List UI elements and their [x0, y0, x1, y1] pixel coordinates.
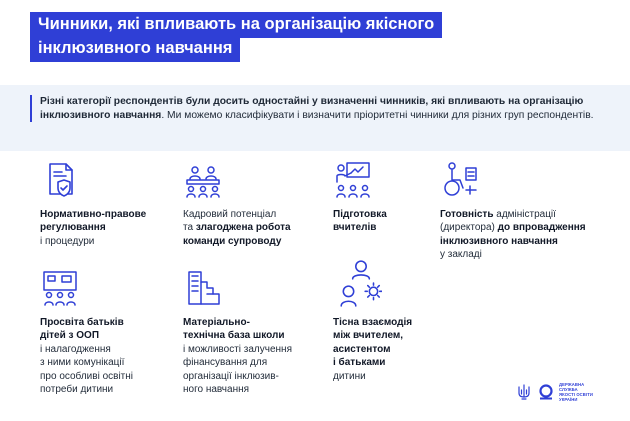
agency-name	[559, 382, 593, 402]
factor-4-line-6: у закладі	[440, 249, 482, 261]
factor-1-line-2: регулювання	[40, 222, 106, 234]
factor-6-line-3: і можливості залучення	[183, 343, 292, 355]
footer-logos	[518, 382, 593, 402]
factor-7-line-3: асистентом	[333, 343, 391, 355]
factor-7-line-4: і батьками	[333, 357, 386, 369]
page-title	[30, 12, 442, 60]
agency-line-4: УКРАЇНИ	[559, 397, 578, 402]
collaboration-people-icon	[340, 258, 382, 308]
factor-legal-regulation	[40, 208, 170, 248]
factor-7-line-2: між вчителем,	[333, 330, 404, 342]
factor-5-line-2: дітей з ООП	[40, 330, 100, 342]
factor-5-line-4: з ними комунікації	[40, 357, 125, 369]
factor-teacher-training	[333, 208, 433, 235]
intro-text-bold: Різні категорії респондентів були досить одностайні у визначенні чинників, які впливають на організацію інклюзивного навчання	[40, 96, 584, 121]
factor-administration-readiness	[440, 208, 615, 262]
factor-5-line-6: потреби дитини	[40, 384, 114, 396]
factor-6-line-6: ного навчання	[183, 384, 250, 396]
factor-4-line-1: Готовність	[440, 209, 494, 220]
agency-line-3: ЯКОСТІ ОСВІТИ	[559, 392, 593, 397]
parents-family-icon	[40, 268, 80, 308]
agency-logo-icon	[538, 384, 554, 400]
teacher-presentation-icon	[333, 160, 373, 200]
wheelchair-school-icon	[440, 160, 480, 200]
factor-material-base	[183, 316, 328, 396]
factor-4-line-5: інклюзивного навчання	[440, 235, 558, 247]
factor-close-collaboration	[333, 316, 443, 383]
team-meeting-icon	[183, 160, 223, 200]
factor-2-line-3: злагоджена робота	[195, 222, 291, 234]
factor-2-line-4: команди супроводу	[183, 235, 282, 247]
intro-text	[30, 95, 600, 122]
factor-5-line-3: і налагодження	[40, 343, 111, 355]
factor-staff-potential	[183, 208, 323, 248]
factor-7-line-1: Тісна взаємодія	[333, 317, 413, 328]
factor-1-line-3: і процедури	[40, 235, 95, 247]
factor-parents-education	[40, 316, 175, 396]
school-building-icon	[183, 268, 223, 308]
factor-6-line-5: організації інклюзив-	[183, 370, 279, 382]
factor-6-line-2: технічна база школи	[183, 330, 285, 342]
factor-2-line-2: та	[183, 222, 196, 234]
intro-text-rest: . Ми можемо класифікувати і визначити пріоритетні чинники для різних груп респондентів.	[161, 109, 594, 121]
factor-4-line-4: до впровадження	[497, 222, 586, 234]
factor-5-line-1: Просвіта батьків	[40, 317, 124, 328]
factor-6-line-4: фінансування для	[183, 357, 268, 369]
trident-icon	[518, 384, 530, 400]
factor-7-line-5: дитини	[333, 370, 366, 382]
factor-3-line-2: вчителів	[333, 222, 377, 234]
page-title-line-1: Чинники, які впливають на організацію якісного	[30, 12, 442, 38]
agency-line-2: СЛУЖБА	[559, 387, 578, 392]
intro-banner	[0, 85, 630, 151]
agency-line-1: ДЕРЖАВНА	[559, 382, 585, 387]
factor-5-line-5: про особливі освітні	[40, 370, 133, 382]
factor-2-line-1: Кадровий потенціал	[183, 209, 277, 220]
factor-6-line-1: Матеріально-	[183, 317, 250, 328]
page-title-line-2: інклюзивного навчання	[30, 36, 240, 62]
factor-1-line-1: Нормативно-правове	[40, 209, 147, 220]
factor-3-line-1: Підготовка	[333, 209, 387, 220]
legal-document-shield-icon	[40, 160, 80, 200]
factor-4-line-2: адміністрації	[493, 209, 556, 220]
factor-4-line-3: (директора)	[440, 222, 498, 234]
